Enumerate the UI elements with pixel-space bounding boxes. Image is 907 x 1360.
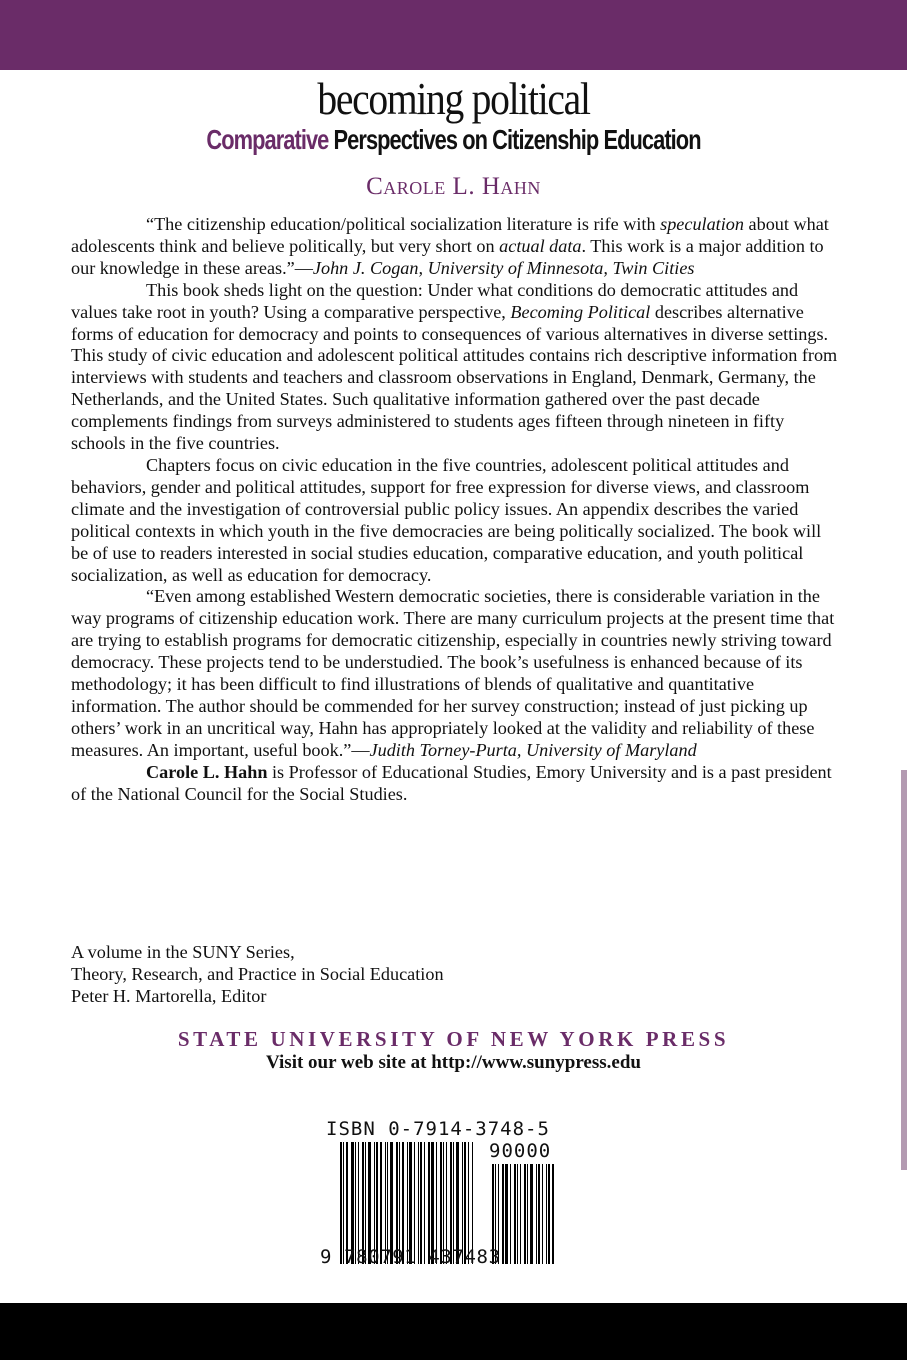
top-color-band [0, 0, 907, 70]
addon-barcode-bars [492, 1164, 582, 1264]
barcode-bar [510, 1164, 511, 1264]
author-name: Carole L. Hahn [366, 173, 541, 200]
blurb-text [71, 214, 841, 805]
barcode-bar [530, 1164, 533, 1264]
isbn-number: ISBN 0-7914-3748-5 [326, 1118, 550, 1140]
barcode-bar [505, 1164, 508, 1264]
italic-text: actual data [499, 235, 582, 256]
italic-text: John J. Cogan, University of Minnesota, Twin Cities [312, 257, 695, 278]
barcode-bar [552, 1164, 554, 1264]
subtitle-rest: Perspectives on Citizenship Education [333, 124, 701, 155]
ean-first-digit: 9 [320, 1246, 333, 1268]
barcode-bar [520, 1164, 521, 1264]
italic-text: speculation [660, 214, 744, 234]
price-addon-number: 90000 [489, 1140, 552, 1162]
text-run: about what adolescents think and believe politically, but very short on [71, 214, 829, 256]
barcode-bar [536, 1164, 537, 1264]
barcode-bar [527, 1164, 528, 1264]
series-line: Peter H. Martorella, Editor [71, 986, 267, 1006]
bottom-black-band [0, 1303, 907, 1360]
blurb-paragraph [71, 586, 841, 761]
publisher-website: Visit our web site at http://www.sunypress.edu [266, 1052, 641, 1073]
italic-text: Judith Torney-Purta, University of Maryland [369, 739, 697, 760]
series-line: Theory, Research, and Practice in Social Education [71, 964, 444, 984]
text-run: Chapters focus on civic education in the five countries, adolescent political attitudes and behaviors, gender and political attitudes, support for free expression for diverse views, and classroom climate and the investigation of controversial public policy issues. An appendix describes the varied political contexts in which youth in the five democracies are being politically socialized. The book will be of use to readers interested in social studies education, comparative education, and youth political socialization, as well as education for democracy. [71, 454, 822, 585]
text-run: . This work is a major addition to our knowledge in these areas.”— [71, 235, 824, 278]
barcode-bar [548, 1164, 550, 1264]
text-run: “The citizenship education/political socialization literature is rife with [146, 214, 661, 234]
blurb-paragraph [71, 455, 841, 586]
text-run: describes alternative forms of education for democracy and points to consequences of various alternatives in diverse settings. This study of civic education and adolescent political attitudes contains rich descriptive information from interviews with students and teachers and classroom observations in England, Denmark, Germany, the Netherlands, and the United States. Such qualitative information gathered over the past decade complements findings from surveys administered to students ages fifteen through nineteen in fifty schools in the five countries. [71, 301, 838, 454]
publisher-name: STATE UNIVERSITY OF NEW YORK PRESS [177, 1027, 730, 1051]
barcode-bar [546, 1164, 547, 1264]
book-title: becoming political [317, 73, 590, 124]
blurb-paragraph [71, 762, 841, 806]
isbn-barcode [320, 1118, 590, 1278]
barcode-bar [514, 1164, 516, 1264]
book-subtitle [100, 124, 807, 156]
blurb-paragraph [71, 280, 841, 455]
barcode-bar [542, 1164, 543, 1264]
barcode-bar [517, 1164, 518, 1264]
ean-left-digits: 780791 [344, 1246, 417, 1268]
barcode-bar [538, 1164, 540, 1264]
italic-text: Becoming Political [510, 301, 651, 322]
barcode-bar [502, 1164, 504, 1264]
spine-edge-mark [901, 770, 907, 1170]
text-run: “Even among established Western democratic societies, there is considerable variation in the way programs of citizenship education work. There are many curriculum projects at the present time that are trying to establish programs for democratic citizenship, especially in countries newly striving toward democracy. These projects tend to be understudied. The book’s usefulness is enhanced because of its methodology; it has been difficult to find illustrations of blends of qualitative and quantitative information. The author should be commended for her survey construction; instead of just picking up others’ work in an uncritical way, Hahn has appropriately looked at the validity and reliability of these measures. An important, useful book.”— [71, 586, 835, 760]
ean-digits [320, 1246, 501, 1268]
series-info [71, 941, 444, 1007]
text-run: This book sheds light on the question: Under what conditions do democratic attitudes and values take root in youth? Using a comparative perspective, [71, 279, 799, 322]
subtitle-accent-word: Comparative [206, 124, 329, 155]
barcode-bar [524, 1164, 526, 1264]
bold-text: Carole L. Hahn [146, 761, 268, 782]
series-line: A volume in the SUNY Series, [71, 942, 295, 962]
blurb-paragraph [71, 214, 841, 280]
text-run: is Professor of Educational Studies, Emory University and is a past president of the National Council for the Social Studies. [71, 761, 832, 804]
ean-right-digits: 437483 [428, 1246, 501, 1268]
